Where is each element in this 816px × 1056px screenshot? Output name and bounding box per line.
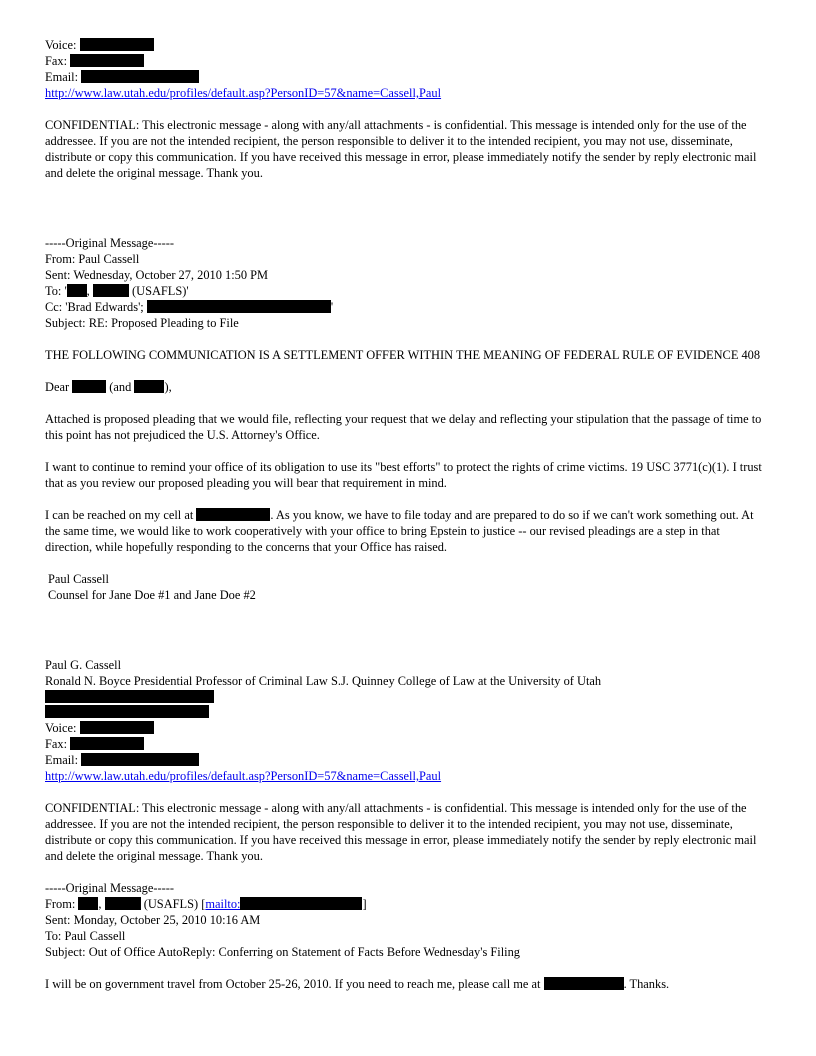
cc-prefix: Cc: 'Brad Edwards'; (45, 300, 144, 314)
sig2-profile-line (45, 768, 770, 784)
sig2-name: Paul G. Cassell (45, 658, 122, 672)
from-mid: (USAFLS) [ (143, 897, 206, 911)
autoreply-body-start: I will be on government travel from October 25-26, 2010. If you need to reach me, please call me at (45, 977, 541, 991)
greeting (45, 379, 770, 395)
to-line: To: Paul Cassell (45, 929, 126, 943)
from-end: ] (362, 897, 367, 911)
to-suffix: (USAFLS)' (132, 284, 189, 298)
sig2-fax-line (45, 736, 770, 752)
greeting-dear: Dear (45, 380, 70, 394)
redaction (134, 380, 164, 393)
greeting-end: ), (164, 380, 172, 394)
spacer (45, 603, 770, 657)
subject-line: Subject: RE: Proposed Pleading to File (45, 316, 239, 330)
redaction (67, 284, 87, 297)
voice-label: Voice: (45, 38, 77, 52)
redaction (81, 70, 199, 83)
spacer (45, 443, 770, 459)
spacer (45, 331, 770, 347)
from-line: From: Paul Cassell (45, 252, 140, 266)
from-comma: , (98, 897, 102, 911)
redaction (72, 380, 106, 393)
fax-label: Fax: (45, 737, 68, 751)
redaction (196, 508, 270, 521)
body-paragraph: Attached is proposed pleading that we would file, reflecting your request that we delay and reflecting your stipulation that the passage of time to this point has not prejudiced the U.S. Attorney's Office. (45, 412, 762, 442)
to-comma: , (86, 284, 90, 298)
original-message-separator: -----Original Message----- (45, 236, 175, 250)
redaction (70, 737, 144, 750)
sig2-title: Ronald N. Boyce Presidential Professor of Criminal Law S.J. Quinney College of Law at the University of Utah (45, 674, 602, 688)
spacer (45, 395, 770, 411)
spacer (45, 864, 770, 880)
sig1-profile-line (45, 85, 770, 101)
autoreply-body (45, 976, 770, 992)
body-paragraph (45, 507, 770, 555)
email-label: Email: (45, 753, 79, 767)
sent-line: Sent: Monday, October 25, 2010 10:16 AM (45, 913, 261, 927)
fax-label: Fax: (45, 54, 68, 68)
sig1-voice-line (45, 37, 770, 53)
body-paragraph: I want to continue to remind your office of its obligation to use its "best efforts" to protect the rights of crime victims. 19 USC 3771(c)(1). I trust that as you review our proposed pleading you will bear that requirement in mind. (45, 460, 762, 490)
spacer (45, 491, 770, 507)
spacer (45, 555, 770, 571)
closing-name: Paul Cassell (48, 572, 109, 586)
closing-title: Counsel for Jane Doe #1 and Jane Doe #2 (48, 588, 256, 602)
spacer (45, 960, 770, 976)
autoreply-body-end: . Thanks. (623, 977, 670, 991)
confidential-notice: CONFIDENTIAL: This electronic message - along with any/all attachments - is confidential. This message is intended only for the use of the addressee. If you are not the intended recipient, the person responsible to deliver it to the intended recipient, you may not use, disseminate, distribute or copy this communication. If you have received this message in error, please immediately notify the sender by reply electronic mail and delete the original message. Thank you. (45, 801, 757, 863)
greeting-and: (and (109, 380, 132, 394)
redaction (80, 38, 154, 51)
email-document (45, 37, 770, 992)
spacer (45, 181, 770, 235)
redaction (80, 721, 154, 734)
profile-link[interactable]: http://www.law.utah.edu/profiles/default.asp?PersonID=57&name=Cassell,Paul (45, 769, 442, 783)
from-line (45, 896, 770, 912)
settlement-notice: THE FOLLOWING COMMUNICATION IS A SETTLEMENT OFFER WITHIN THE MEANING OF FEDERAL RULE OF EVIDENCE 408 (45, 348, 761, 362)
profile-link[interactable]: http://www.law.utah.edu/profiles/default.asp?PersonID=57&name=Cassell,Paul (45, 86, 442, 100)
confidential-notice: CONFIDENTIAL: This electronic message - along with any/all attachments - is confidential. This message is intended only for the use of the addressee. If you are not the intended recipient, the person responsible to deliver it to the intended recipient, you may not use, disseminate, distribute or copy this communication. If you have received this message in error, please immediately notify the sender by reply electronic mail and delete the original message. Thank you. (45, 118, 757, 180)
sent-line: Sent: Wednesday, October 27, 2010 1:50 PM (45, 268, 269, 282)
to-prefix: To: ' (45, 284, 67, 298)
voice-label: Voice: (45, 721, 77, 735)
email-label: Email: (45, 70, 79, 84)
redaction (147, 300, 334, 314)
mailto-link[interactable]: mailto: (205, 897, 241, 911)
subject-line: Subject: Out of Office AutoReply: Conferring on Statement of Facts Before Wednesday's Filing (45, 945, 520, 959)
para3-start: I can be reached on my cell at (45, 508, 194, 522)
redaction (81, 753, 199, 766)
redaction (45, 705, 209, 718)
cc-suffix: ' (330, 300, 334, 314)
from-prefix: From: (45, 897, 76, 911)
cc-line (45, 299, 770, 315)
redaction (93, 284, 129, 297)
to-line (45, 283, 770, 299)
para3-rest: . As you know, we have to file today and are prepared to do so if we can't work something out. At the same time, we would like to work cooperatively with your office to bring Epstein to justice -- our revised pleadings are a step in that direction, while hopefully responding to the concerns that your Office has raised. (45, 508, 754, 554)
sig2-voice-line (45, 720, 770, 736)
redaction (544, 977, 624, 990)
redaction (70, 54, 144, 67)
redaction (105, 897, 141, 910)
redaction (45, 690, 214, 703)
redaction (78, 897, 98, 910)
sig2-email-line (45, 752, 770, 768)
spacer (45, 363, 770, 379)
spacer (45, 101, 770, 117)
redaction (240, 897, 362, 910)
sig1-email-line (45, 69, 770, 85)
spacer (45, 784, 770, 800)
sig1-fax-line (45, 53, 770, 69)
original-message-separator: -----Original Message----- (45, 881, 175, 895)
